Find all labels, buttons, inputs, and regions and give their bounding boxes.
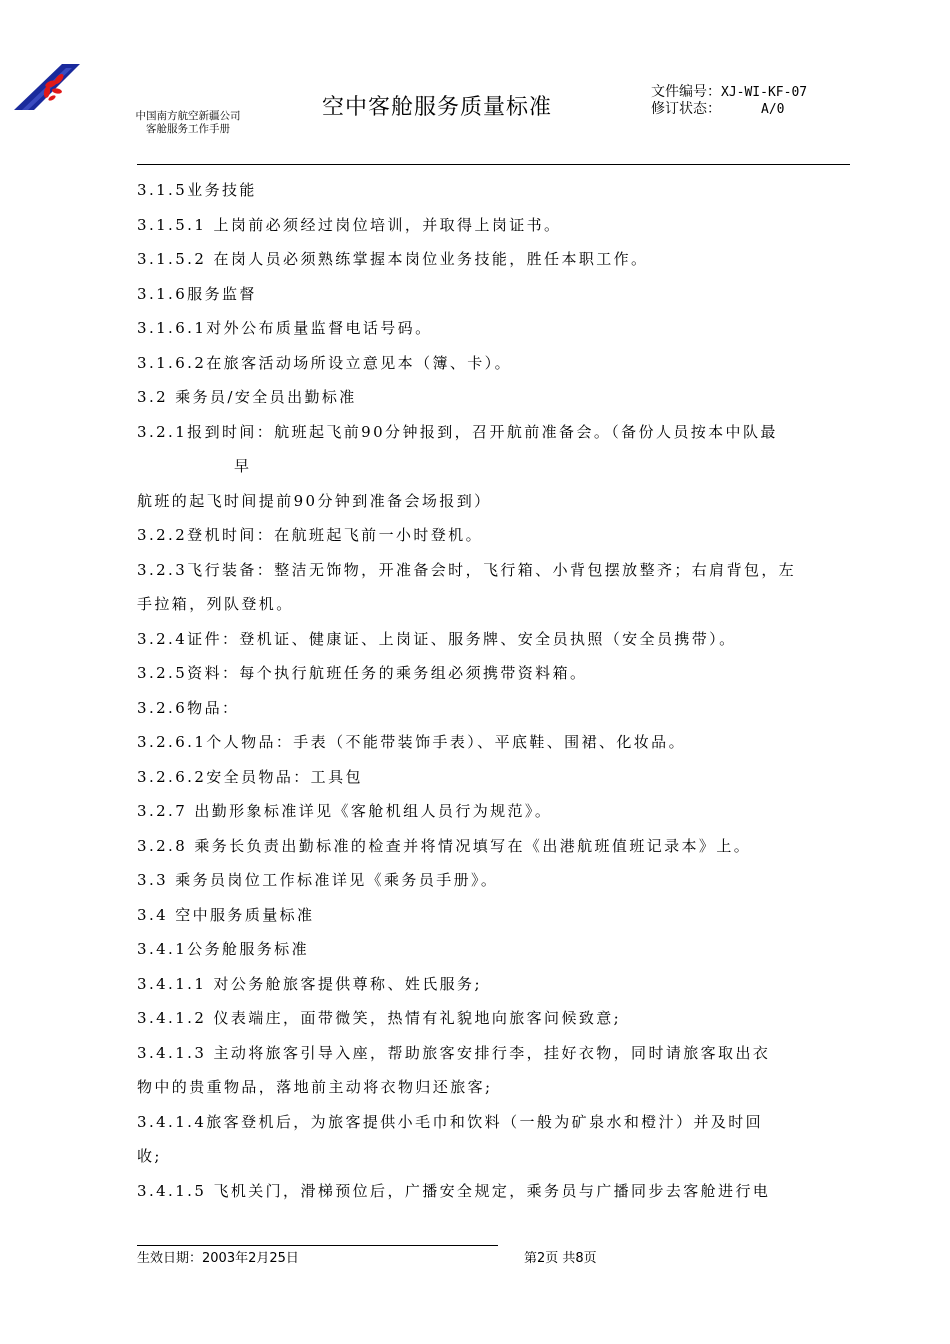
revision-label: 修订状态： — [651, 101, 721, 117]
header-divider — [137, 164, 850, 165]
text-line: 3.4.1.1 对公务舱旅客提供尊称、姓氏服务; — [137, 974, 482, 993]
text-line: 物中的贵重物品，落地前主动将衣物归还旅客; — [137, 1078, 493, 1096]
text-line: 3.4.1.4旅客登机后，为旅客提供小毛巾和饮料（一般为矿泉水和橙汁）并及时回 — [137, 1112, 764, 1131]
kapok-flower-logo-icon — [14, 64, 80, 112]
text-line: 3.1.6服务监督 — [137, 284, 257, 303]
document-meta — [651, 84, 807, 118]
text-line: 3.1.5.1 上岗前必须经过岗位培训，并取得上岗证书。 — [137, 215, 562, 234]
company-line2: 客舱服务工作手册 — [146, 123, 230, 135]
text-line: 3.2 乘务员/安全员出勤标准 — [137, 388, 357, 406]
text-line: 3.1.5业务技能 — [137, 181, 257, 199]
text-line: 早 — [234, 457, 252, 475]
text-line: 3.2.8 乘务长负责出勤标准的检查并将情况填写在《出港航班值班记录本》上。 — [137, 836, 752, 855]
text-line: 手拉箱，列队登机。 — [137, 595, 294, 613]
revision-value: A/0 — [761, 102, 785, 117]
text-line: 3.4.1公务舱服务标准 — [137, 940, 309, 958]
company-name — [118, 110, 258, 136]
text-line: 3.1.6.1对外公布质量监督电话号码。 — [137, 319, 433, 337]
text-line: 3.2.3飞行装备：整洁无饰物，开准备会时，飞行箱、小背包摆放整齐；右肩背包，左 — [137, 560, 797, 579]
effective-date: 生效日期：2003年2月25日 — [137, 1251, 299, 1266]
document-title: 空中客舱服务质量标准 — [322, 95, 553, 120]
text-line: 3.4.1.5 飞机关门，滑梯预位后，广播安全规定，乘务员与广播同步去客舱进行电 — [137, 1181, 771, 1200]
text-line: 3.2.7 出勤形象标准详见《客舱机组人员行为规范》。 — [137, 802, 553, 820]
text-line: 3.2.1报到时间：航班起飞前90分钟报到，召开航前准备会。（备份人员按本中队最 — [137, 422, 778, 441]
text-line: 3.3 乘务员岗位工作标准详见《乘务员手册》。 — [137, 871, 499, 889]
text-line: 3.2.6物品： — [137, 698, 240, 717]
file-number-value: XJ-WI-KF-07 — [721, 85, 808, 100]
text-line: 3.4.1.3 主动将旅客引导入座，帮助旅客安排行李，挂好衣物，同时请旅客取出衣 — [137, 1043, 771, 1062]
text-line: 3.2.6.2安全员物品：工具包 — [137, 767, 363, 786]
text-line: 3.4 空中服务质量标准 — [137, 905, 315, 924]
text-line: 3.2.6.1个人物品：手表（不能带装饰手表）、平底鞋、围裙、化妆品。 — [137, 733, 686, 751]
text-line: 3.4.1.2 仪表端庄，面带微笑，热情有礼貌地向旅客问候致意; — [137, 1009, 622, 1027]
text-line: 3.1.5.2 在岗人员必须熟练掌握本岗位业务技能，胜任本职工作。 — [137, 250, 649, 268]
text-line: 3.2.2登机时间：在航班起飞前一小时登机。 — [137, 526, 483, 544]
page-number: 第2页 共8页 — [524, 1251, 597, 1266]
text-line: 收; — [137, 1147, 162, 1165]
text-line: 3.1.6.2在旅客活动场所设立意见本（簿、卡）。 — [137, 353, 512, 372]
document-body — [137, 173, 850, 1208]
text-line: 3.2.5资料：每个执行航班任务的乘务组必须携带资料箱。 — [137, 664, 588, 682]
text-line: 3.2.4证件：登机证、健康证、上岗证、服务牌、安全员执照（安全员携带）。 — [137, 629, 737, 648]
revision-row — [651, 101, 807, 118]
company-line1: 中国南方航空新疆公司 — [135, 110, 241, 122]
footer-divider — [137, 1245, 498, 1246]
text-line: 航班的起飞时间提前90分钟到准备会场报到） — [137, 491, 492, 510]
file-number-label: 文件编号： — [651, 84, 721, 100]
file-number-row — [651, 84, 807, 101]
